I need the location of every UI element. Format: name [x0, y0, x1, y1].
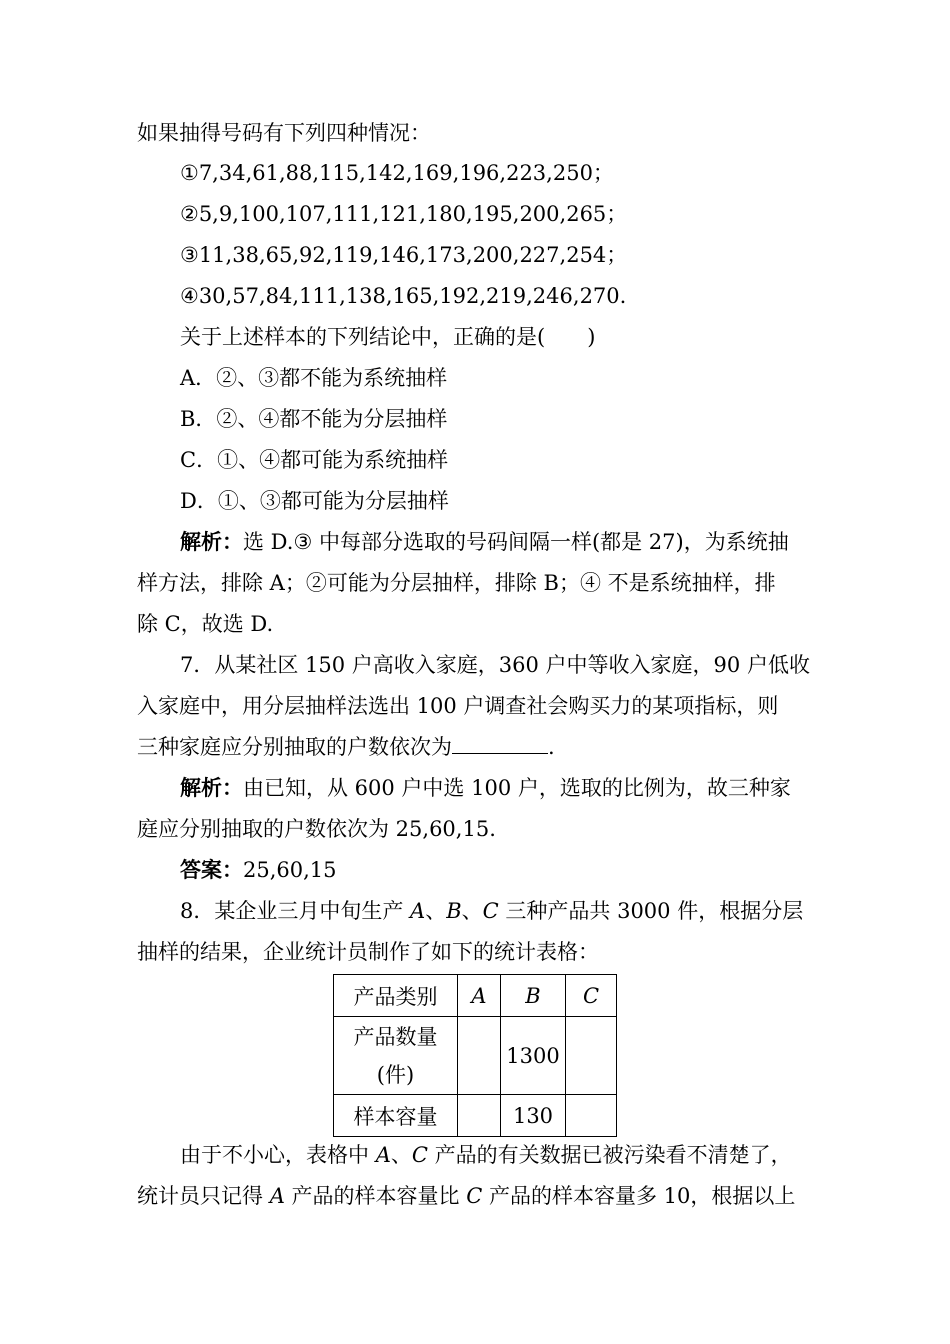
row-label: 样本容量	[334, 1095, 458, 1137]
case-2: ②5,9,100,107,111,121,180,195,200,265；	[180, 202, 628, 226]
text-run: 、	[425, 899, 447, 923]
text-run: 三种产品共 3000 件，根据分层	[498, 899, 804, 923]
solution-6-line-2: 样方法，排除 A；②可能为分层抽样，排除 B；④ 不是系统抽样，排	[137, 571, 776, 595]
header-cell: 产品类别	[334, 975, 458, 1017]
question-8-line-2: 抽样的结果，企业统计员制作了如下的统计表格：	[137, 940, 599, 964]
solution-text: 选 D.③ 中每部分选取的号码间隔一样(都是 27)，为系统抽	[243, 530, 789, 554]
question-7-period: .	[548, 735, 555, 759]
answer-7	[180, 855, 337, 885]
table-cell	[566, 1017, 617, 1095]
option-a: A．②、③都不能为系统抽样	[180, 366, 448, 390]
text-run: 产品的样本容量多 10，根据以上	[482, 1184, 796, 1208]
question-7-line-3	[137, 732, 555, 762]
answer-label: 答案：	[180, 857, 243, 882]
header-cell: C	[566, 975, 617, 1017]
table-cell	[458, 1017, 501, 1095]
table-cell: 1300	[501, 1017, 566, 1095]
variable-b: B	[446, 899, 462, 923]
text-run: 8．某企业三月中旬生产	[180, 899, 411, 923]
text-run: 、	[390, 1143, 412, 1167]
case-1: ①7,34,61,88,115,142,169,196,223,250；	[180, 161, 614, 185]
text-run: 产品的样本容量比	[284, 1184, 467, 1208]
text-run: 、	[461, 899, 483, 923]
statistics-table	[333, 974, 617, 1137]
answer-value: 25,60,15	[243, 858, 337, 882]
text-run: 产品的有关数据已被污染看不清楚了，	[427, 1143, 792, 1167]
answer-blank	[452, 735, 548, 754]
paragraph-line-2	[137, 1181, 795, 1211]
row-label-line: 产品数量	[353, 1024, 438, 1049]
option-d: D．①、③都可能为分层抽样	[180, 489, 449, 513]
variable-a: A	[269, 1184, 285, 1208]
row-label-line: (件)	[376, 1062, 415, 1087]
solution-7-line-1	[180, 773, 791, 803]
question-6: 关于上述样本的下列结论中，正确的是( )	[180, 325, 596, 349]
table-row	[334, 1095, 617, 1137]
table-header-row	[334, 975, 617, 1017]
table-cell	[458, 1095, 501, 1137]
variable-a: A	[375, 1143, 391, 1167]
option-b: B．②、④都不能为分层抽样	[180, 407, 448, 431]
solution-label: 解析：	[180, 775, 243, 800]
solution-6-line-1	[180, 527, 789, 557]
table-cell: 130	[501, 1095, 566, 1137]
question-7-line-2: 入家庭中，用分层抽样法选出 100 户调查社会购买力的某项指标，则	[137, 694, 779, 718]
variable-c: C	[411, 1143, 428, 1167]
question-7-line-1: 7．从某社区 150 户高收入家庭，360 户中等收入家庭，90 户低收	[180, 653, 810, 677]
variable-c: C	[466, 1184, 483, 1208]
text-run: 由于不小心，表格中	[180, 1143, 376, 1167]
text-run: 统计员只记得	[137, 1184, 270, 1208]
variable-c: C	[482, 899, 499, 923]
solution-label: 解析：	[180, 529, 243, 554]
row-label	[334, 1017, 458, 1095]
solution-6-line-3: 除 C，故选 D.	[137, 612, 274, 636]
question-7-text: 三种家庭应分别抽取的户数依次为	[137, 735, 452, 759]
table-row	[334, 1017, 617, 1095]
case-3: ③11,38,65,92,119,146,173,200,227,254；	[180, 243, 628, 267]
option-c: C．①、④都可能为系统抽样	[180, 448, 449, 472]
paragraph-line-1	[180, 1140, 792, 1170]
intro-line: 如果抽得号码有下列四种情况：	[137, 121, 431, 145]
solution-text: 由已知，从 600 户中选 100 户，选取的比例为，故三种家	[243, 776, 791, 800]
case-4: ④30,57,84,111,138,165,192,219,246,270.	[180, 284, 627, 308]
header-cell: A	[458, 975, 501, 1017]
header-cell: B	[501, 975, 566, 1017]
variable-a: A	[410, 899, 426, 923]
question-8-line-1	[180, 896, 803, 926]
table-cell	[566, 1095, 617, 1137]
solution-7-line-2: 庭应分别抽取的户数依次为 25,60,15.	[137, 817, 496, 841]
